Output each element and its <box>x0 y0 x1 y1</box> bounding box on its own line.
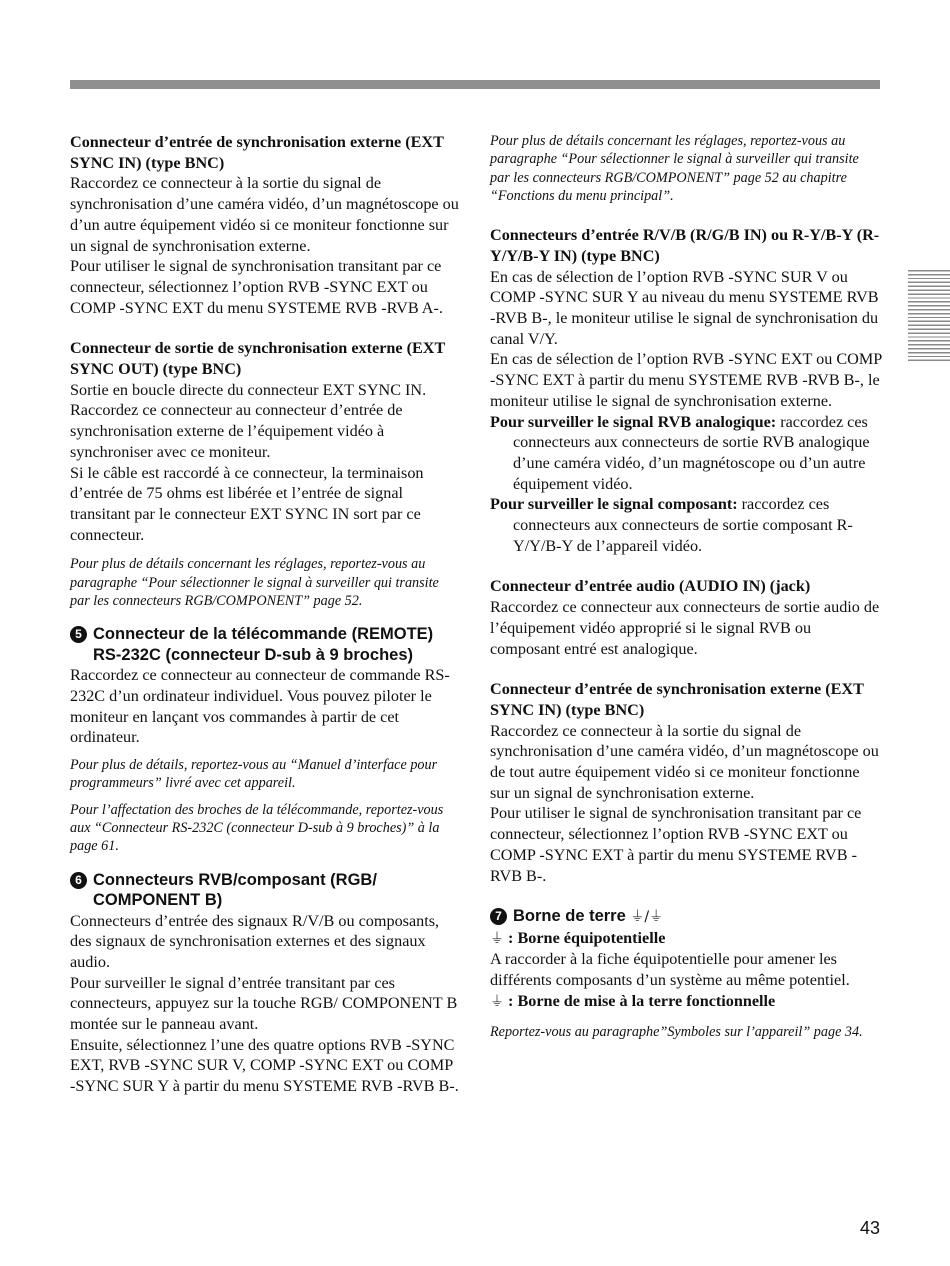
ground-icon: ⏚ <box>490 993 504 1010</box>
section-7-heading <box>490 906 882 928</box>
bullet-text: raccordez ces connecteurs aux connecteurs de sortie composant R-Y/Y/B-Y de l’appareil vidéo. <box>513 495 853 555</box>
note: Pour l’affectation des broches de la télécommande, reportez-vous aux “Connecteur RS-232C (connecteur D-sub à 9 broches)” à la page 61. <box>70 801 444 855</box>
paragraph: Pour utiliser le signal de synchronisation transitant par ce connecteur, sélectionnez l’option RVB -SYNC EXT ou COMP -SYNC EXT à partir du menu SYSTEME RVB -RVB B-. <box>490 804 862 885</box>
ground-symbols-icon: ⏚/⏚ <box>630 909 664 926</box>
subheading-functional-earth <box>490 991 882 1013</box>
paragraph: Sortie en boucle directe du connecteur EXT SYNC IN. Raccordez ce connecteur au connecteur d’entrée de synchronisation externe de l’équipement vidéo à synchroniser avec ce moniteur. <box>70 380 427 461</box>
heading-audio-in: Connecteur d’entrée audio (AUDIO IN) (jack) <box>490 577 811 596</box>
right-column <box>490 132 882 1041</box>
paragraph: A raccorder à la fiche équipotentielle pour amener les différents composants d’un système au même potentiel. <box>490 950 850 990</box>
subheading-text: : Borne de mise à la terre fonctionnelle <box>504 991 776 1010</box>
paragraph: Pour surveiller le signal d’entrée transitant par ces connecteurs, appuyez sur la touche RGB/ COMPONENT B montée sur le panneau avant. <box>70 973 458 1034</box>
subheading-equipotential <box>490 928 882 950</box>
subheading-text: : Borne équipotentielle <box>504 928 666 947</box>
section-6-heading <box>70 870 462 911</box>
heading-ext-sync-in: Connecteur d’entrée de synchronisation externe (EXT SYNC IN) (type BNC) <box>490 680 864 719</box>
bullet-rgb-analog <box>490 412 882 495</box>
page-number: 43 <box>859 1218 880 1238</box>
heading-ext-sync-in: Connecteur d’entrée de synchronisation externe (EXT SYNC IN) (type BNC) <box>70 133 444 172</box>
heading-rgb-inputs: Connecteurs d’entrée R/V/B (R/G/B IN) ou R-Y/B-Y (R-Y/Y/B-Y IN) (type BNC) <box>490 226 880 265</box>
paragraph: Si le câble est raccordé à ce connecteur, la terminaison d’entrée de 75 ohms est libérée et l’entrée de signal transitant par le connecteur EXT SYNC IN sort par ce connecteur. <box>70 463 424 544</box>
equipotential-icon: ⏚ <box>490 930 504 947</box>
paragraph: Connecteurs d’entrée des signaux R/V/B ou composants, des signaux de synchronisation externes et des signaux audio. <box>70 911 440 971</box>
left-column <box>70 132 462 1097</box>
paragraph: En cas de sélection de l’option RVB -SYNC SUR V ou COMP -SYNC SUR Y au niveau du menu SYSTEME RVB -RVB B-, le moniteur utilise le signal de synchronisation du canal V/Y. <box>490 267 879 348</box>
paragraph: Raccordez ce connecteur au connecteur de commande RS-232C d’un ordinateur individuel. Vous pouvez piloter le moniteur en lançant vos commandes à partir de cet ordinateur. <box>70 666 450 747</box>
bullet-lead: Pour surveiller le signal composant: <box>490 495 738 514</box>
note: Pour plus de détails, reportez-vous au “Manuel d’interface pour programmeurs” livré avec cet appareil. <box>70 757 438 792</box>
section-tab-marker <box>908 270 950 362</box>
section-5-heading <box>70 624 462 665</box>
paragraph: Raccordez ce connecteur aux connecteurs de sortie audio de l’équipement vidéo approprié si le signal RVB ou composant entré est analogique. <box>490 598 880 658</box>
section-title: Borne de terre <box>513 907 626 926</box>
note: Reportez-vous au paragraphe”Symboles sur l’appareil” page 34. <box>490 1023 863 1040</box>
heading-ext-sync-out: Connecteur de sortie de synchronisation externe (EXT SYNC OUT) (type BNC) <box>70 339 445 379</box>
number-badge: 5 <box>70 626 87 643</box>
paragraph: Pour utiliser le signal de synchronisation transitant par ce connecteur, sélectionnez l’option RVB -SYNC EXT ou COMP -SYNC EXT du menu SYSTEME RVB -RVB A-. <box>70 257 443 317</box>
section-title: Connecteurs RVB/composant (RGB/ COMPONENT B) <box>93 870 377 910</box>
number-badge: 7 <box>490 908 507 925</box>
header-rule <box>70 80 880 89</box>
paragraph: Ensuite, sélectionnez l’une des quatre options RVB -SYNC EXT, RVB -SYNC SUR V, COMP -SYNC EXT ou COMP -SYNC SUR Y à partir du menu SYSTEME RVB -RVB B-. <box>70 1035 459 1096</box>
section-title: Connecteur de la télécommande (REMOTE) RS-232C (connecteur D-sub à 9 broches) <box>93 625 434 664</box>
paragraph: En cas de sélection de l’option RVB -SYNC EXT ou COMP -SYNC EXT à partir du menu SYSTEME RVB -RVB B-, le moniteur utilise le signal de synchronisation externe. <box>490 350 882 410</box>
bullet-component <box>490 494 882 556</box>
note: Pour plus de détails concernant les réglages, reportez-vous au paragraphe “Pour sélectionner le signal à surveiller qui transite par les connecteurs RGB/COMPONENT” page 52 au chapitre “Fonctions du menu principal”. <box>490 133 859 204</box>
bullet-lead: Pour surveiller le signal RVB analogique: <box>490 412 777 431</box>
paragraph: Raccordez ce connecteur à la sortie du signal de synchronisation d’une caméra vidéo, d’un magnétoscope ou d’un autre équipement vidéo si ce moniteur fonctionne sur un signal de synchronisation externe. <box>70 174 459 255</box>
bullet-text: raccordez ces connecteurs aux connecteurs de sortie RVB analogique d’une caméra vidéo, d’un magnétoscope ou d’un autre équipement vidéo. <box>513 412 870 493</box>
note: Pour plus de détails concernant les réglages, reportez-vous au paragraphe “Pour sélectionner le signal à surveiller qui transite par les connecteurs RGB/COMPONENT” page 52. <box>70 556 439 609</box>
number-badge: 6 <box>70 872 87 889</box>
paragraph: Raccordez ce connecteur à la sortie du signal de synchronisation d’une caméra vidéo, d’un magnétoscope ou de tout autre équipement vidéo si ce moniteur fonctionne sur un signal de synchronisation externe. <box>490 721 879 802</box>
